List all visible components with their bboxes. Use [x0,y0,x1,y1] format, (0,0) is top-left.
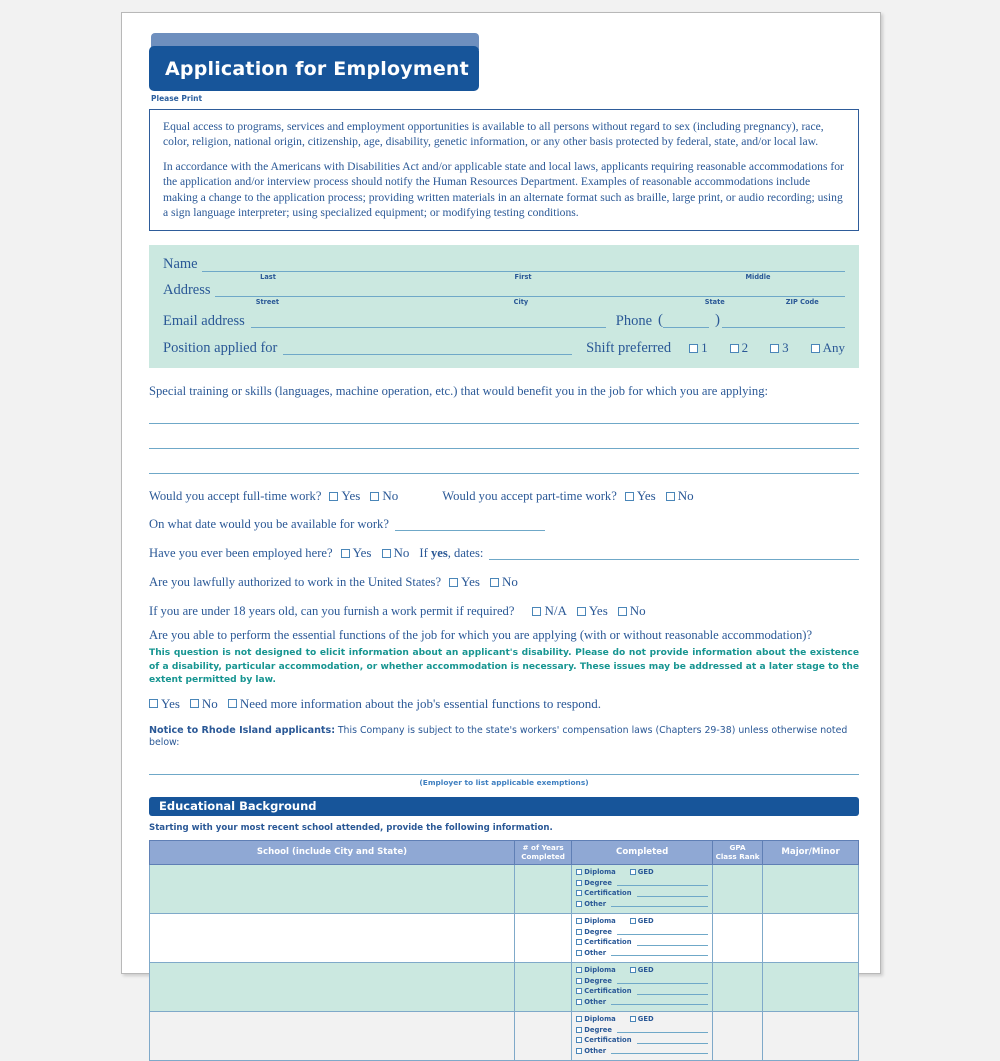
checkbox-icon[interactable] [730,344,739,353]
checkbox-icon[interactable] [576,890,582,896]
years-completed-cell[interactable] [514,1012,571,1061]
checkbox-icon[interactable] [576,988,582,994]
please-print-note: Please Print [151,94,203,103]
checkbox-icon[interactable] [577,607,586,616]
table-row [150,963,859,1012]
special-training-write-in-area [149,423,859,474]
available-date-row [149,517,859,532]
sublabel-zip: ZIP Code [785,298,819,307]
checkbox-icon[interactable] [532,607,541,616]
employed-dates-input[interactable] [489,547,859,560]
part-time-yes[interactable] [625,488,656,504]
work-permit-na[interactable] [532,603,566,619]
completed-option-degree-label: Degree [584,927,612,936]
completed-option-ged[interactable] [630,1015,654,1023]
checkbox-icon[interactable] [618,607,627,616]
email-phone-row [163,313,845,328]
column-header-major: Major/Minor [763,840,859,864]
certification-input[interactable] [637,890,708,897]
gpa-class-rank-cell[interactable] [713,865,763,914]
email-input[interactable] [251,314,606,328]
shift-preferred-label: Shift preferred [586,340,672,357]
sublabel-middle: Middle [745,272,771,281]
completed-option-other[interactable] [576,900,708,908]
essential-functions-no-label: No [201,695,218,711]
checkbox-icon[interactable] [625,492,634,501]
checkbox-icon[interactable] [666,492,675,501]
phone-label: Phone [615,312,652,329]
completed-option-other-label: Other [584,997,607,1006]
shift-option-2[interactable] [730,340,749,356]
major-minor-cell[interactable] [763,1012,859,1061]
education-table-head [150,840,859,864]
checkbox-icon[interactable] [576,880,582,886]
years-completed-cell[interactable] [514,865,571,914]
completed-option-certification-label: Certification [584,1036,632,1045]
checkbox-icon[interactable] [770,344,779,353]
checkbox-icon[interactable] [630,1016,636,1022]
education-table-header-row [150,840,859,864]
completed-option-other[interactable] [576,1047,708,1055]
completed-option-other[interactable] [576,949,708,957]
completed-option-ged[interactable] [630,966,654,974]
name-input[interactable] [202,258,845,272]
shift-options-group [689,340,845,356]
completed-option-ged-label: GED [637,1015,654,1024]
shift-option-3[interactable] [770,340,789,356]
school-cell[interactable] [150,914,515,963]
sublabel-street: Street [255,298,280,307]
checkbox-icon[interactable] [190,699,199,708]
completed-option-degree[interactable] [576,977,708,985]
column-header-years [514,840,571,864]
part-time-yes-label: Yes [636,488,656,504]
education-table [149,840,859,1061]
essential-functions-yes-label: Yes [161,695,180,711]
completed-option-diploma[interactable] [576,868,616,876]
checkbox-icon[interactable] [630,869,636,875]
completed-option-ged-label: GED [637,868,654,877]
column-header-gpa-line1: GPA [729,842,746,852]
checkbox-icon[interactable] [811,344,820,353]
completed-cell [572,865,713,914]
work-permit-na-label: N/A [544,603,567,619]
completed-option-degree[interactable] [576,928,708,936]
disability-disclaimer: This question is not designed to elicit information about an applicant's disability. Please do not provide information about the existence of a disability, particular accommodation, or whether accommodation is necessary. These issues may be addressed at a later stage to the extent permitted by law. [149,648,859,685]
notice-paragraph-1: Equal access to programs, services and employment opportunities is available to all persons without regard to sex (including pregnancy), race, color, religion, national origin, citizenship, age, disability, genetic information, or any other basis protected by federal, state, and/or local law. [163,120,824,149]
certification-input[interactable] [637,939,708,946]
questions-section [149,384,859,787]
school-cell[interactable] [150,865,515,914]
full-time-yes[interactable] [329,488,360,504]
phone-number-input[interactable] [722,314,845,328]
checkbox-icon[interactable] [329,492,338,501]
column-header-school: School (include City and State) [150,840,515,864]
checkbox-icon[interactable] [576,929,582,935]
special-training-line-3[interactable] [149,473,859,474]
address-sublabels [163,298,845,306]
degree-input[interactable] [617,977,708,984]
header-title-bar [149,46,479,91]
completed-option-ged[interactable] [630,868,654,876]
educational-background-header [149,797,859,816]
completed-option-degree-label: Degree [584,976,612,985]
special-training-line-1[interactable] [149,423,859,424]
column-header-years-line1: # of Years [522,842,564,852]
employed-here-row [149,545,859,561]
if-yes-bold: yes [430,545,448,560]
phone-paren-close: ) [715,312,720,329]
completed-option-diploma-label: Diploma [584,966,616,975]
gpa-class-rank-cell[interactable] [713,1012,763,1061]
position-label: Position applied for [163,340,278,357]
special-training-prompt [149,384,859,399]
work-permit-yes[interactable] [577,603,608,619]
gpa-class-rank-cell[interactable] [713,914,763,963]
phone-areacode-input[interactable] [663,314,709,328]
diploma-ged-row [576,1015,708,1023]
checkbox-icon[interactable] [228,699,237,708]
completed-option-certification-label: Certification [584,987,632,996]
major-minor-cell[interactable] [763,963,859,1012]
employed-here-no-label: No [393,545,410,561]
educational-background-instruction: Starting with your most recent school attended, provide the following information. [149,822,553,833]
educational-background-title: Educational Background [159,799,317,814]
diploma-ged-row [576,917,708,925]
years-completed-cell[interactable] [514,963,571,1012]
completed-option-certification-label: Certification [584,938,632,947]
degree-input[interactable] [617,1026,708,1033]
completed-option-degree[interactable] [576,879,708,887]
checkbox-icon[interactable] [576,939,582,945]
checkbox-icon[interactable] [576,901,582,907]
certification-input[interactable] [637,1037,708,1044]
checkbox-icon[interactable] [576,1037,582,1043]
diploma-ged-row [576,966,708,974]
checkbox-icon[interactable] [576,1016,582,1022]
address-label: Address [163,281,211,298]
part-time-no[interactable] [666,488,694,504]
shift-option-3-label: 3 [782,340,789,356]
checkbox-icon[interactable] [576,918,582,924]
essential-functions-answer-row [149,696,859,712]
rhode-island-notice-label: Notice to Rhode Island applicants: [149,724,336,736]
column-header-gpa [713,840,763,864]
work-permit-label: If you are under 18 years old, can you furnish a work permit if required? [149,603,515,618]
years-completed-cell[interactable] [514,914,571,963]
exemptions-caption: (Employer to list applicable exemptions) [419,777,589,787]
essential-functions-yes[interactable] [149,696,180,712]
full-time-label: Would you accept full-time work? [149,488,322,503]
certification-input[interactable] [637,988,708,995]
essential-functions-row [149,628,859,643]
available-date-input[interactable] [395,518,545,531]
educational-background-section [149,797,859,1061]
work-permit-no[interactable] [618,603,646,619]
equal-opportunity-notice [149,109,859,231]
checkbox-icon[interactable] [341,549,350,558]
form-sheet [149,33,859,1061]
work-type-row [149,488,859,504]
essential-functions-label: Are you able to perform the essential functions of the job for which you are applying (with or without reasonable accommodation)? [149,628,813,643]
page-title: Application for Employment [165,57,469,80]
major-minor-cell[interactable] [763,914,859,963]
rhode-island-notice-body: This Company is subject to the state's workers' compensation laws (Chapters 29-38) unless otherwise noted below: [149,724,848,748]
work-authorization-no-label: No [501,574,518,590]
sublabel-state: State [704,298,725,307]
completed-option-other-label: Other [584,899,607,908]
if-yes-dates-label [419,546,483,561]
work-permit-yes-label: Yes [588,603,608,619]
table-row [150,1012,859,1061]
completed-option-certification-label: Certification [584,889,632,898]
other-input[interactable] [611,949,708,956]
column-header-gpa-line2: Class Rank [715,851,760,861]
name-sublabels [163,273,845,281]
diploma-ged-row [576,868,708,876]
shift-option-any-label: Any [822,340,845,356]
sublabel-city: City [513,298,529,307]
full-time-yes-label: Yes [341,488,361,504]
school-cell[interactable] [150,963,515,1012]
checkbox-icon[interactable] [576,950,582,956]
work-authorization-yes-label: Yes [461,574,480,590]
rhode-island-notice [149,724,859,748]
work-authorization-label: Are you lawfully authorized to work in the United States? [149,574,442,589]
completed-option-certification[interactable] [576,938,708,946]
checkbox-icon[interactable] [576,978,582,984]
sublabel-first: First [514,272,532,281]
completed-option-other-label: Other [584,1046,607,1055]
column-header-completed: Completed [572,840,713,864]
table-row [150,865,859,914]
completed-cell [572,914,713,963]
other-input[interactable] [611,998,708,1005]
completed-option-other[interactable] [576,998,708,1006]
completed-option-certification[interactable] [576,889,708,897]
employed-here-yes[interactable] [341,545,372,561]
special-training-label: Special training or skills (languages, machine operation, etc.) that would benefit you in the job for which you are applying: [149,384,769,399]
name-row [163,257,845,272]
checkbox-icon[interactable] [490,578,499,587]
exemptions-input[interactable] [149,774,859,775]
position-shift-row [163,340,845,356]
checkbox-icon[interactable] [576,967,582,973]
shift-option-2-label: 2 [741,340,749,356]
checkbox-icon[interactable] [630,918,636,924]
school-cell[interactable] [150,1012,515,1061]
address-input[interactable] [215,283,845,297]
completed-option-certification[interactable] [576,1036,708,1044]
work-permit-row [149,603,859,619]
application-form-page [121,12,881,1055]
checkbox-icon[interactable] [630,967,636,973]
work-authorization-row [149,574,859,590]
phone-paren-open: ( [658,312,663,329]
checkbox-icon[interactable] [149,699,158,708]
essential-functions-need-info-label: Need more information about the job's essential functions to respond. [239,695,602,711]
other-input[interactable] [611,900,708,907]
completed-option-diploma[interactable] [576,917,616,925]
shift-option-1-label: 1 [701,340,708,356]
personal-information-panel [149,245,859,368]
checkbox-icon[interactable] [689,344,698,353]
employed-here-no[interactable] [382,545,410,561]
column-header-years-line2: Completed [521,851,565,861]
part-time-label: Would you accept part-time work? [442,488,617,503]
checkbox-icon[interactable] [449,578,458,587]
completed-option-diploma-label: Diploma [584,868,616,877]
degree-input[interactable] [617,928,708,935]
position-input[interactable] [283,341,572,355]
available-date-label: On what date would you be available for work? [149,517,389,532]
other-input[interactable] [611,1047,708,1054]
sublabel-last: Last [260,272,276,281]
notice-paragraph-2: In accordance with the Americans with Disabilities Act and/or applicable state and local laws, applicants requiring reasonable accommodations for the application and/or interview process should notify the Human Resources Department. Examples of reasonable accommodations include making a change to the application process; providing written materials in an alternate format such as braille, large print, or audio recording; using a sign language interpreter; using specialized equipment; or modifying testing conditions. [163,159,844,220]
completed-cell [572,1012,713,1061]
part-time-no-label: No [677,488,694,504]
name-label: Name [163,256,198,273]
degree-input[interactable] [617,879,708,886]
completed-option-diploma[interactable] [576,966,616,974]
completed-option-ged-label: GED [637,917,654,926]
checkbox-icon[interactable] [382,549,391,558]
completed-option-degree-label: Degree [584,878,612,887]
work-authorization-yes[interactable] [449,574,480,590]
checkbox-icon[interactable] [576,869,582,875]
employed-here-label: Have you ever been employed here? [149,545,333,560]
major-minor-cell[interactable] [763,865,859,914]
table-row [150,914,859,963]
completed-option-diploma-label: Diploma [584,1015,616,1024]
special-training-line-2[interactable] [149,448,859,449]
checkbox-icon[interactable] [576,1048,582,1054]
shift-option-any[interactable] [811,340,845,356]
work-authorization-no[interactable] [490,574,518,590]
gpa-class-rank-cell[interactable] [713,963,763,1012]
shift-option-1[interactable] [689,340,708,356]
completed-option-diploma-label: Diploma [584,917,616,926]
completed-option-degree[interactable] [576,1026,708,1034]
completed-option-degree-label: Degree [584,1025,612,1034]
if-yes-pre: If [419,545,431,560]
employed-here-yes-label: Yes [352,545,372,561]
completed-option-other-label: Other [584,948,607,957]
completed-option-ged[interactable] [630,917,654,925]
completed-option-certification[interactable] [576,987,708,995]
email-label: Email address [163,312,245,329]
if-yes-post: , dates: [447,545,484,560]
essential-functions-need-info[interactable] [228,696,601,712]
form-header [149,33,859,103]
completed-cell [572,963,713,1012]
completed-option-ged-label: GED [637,966,654,975]
address-row [163,283,845,298]
education-table-body [150,865,859,1061]
full-time-no[interactable] [370,488,398,504]
essential-functions-no[interactable] [190,696,218,712]
checkbox-icon[interactable] [576,999,582,1005]
work-permit-no-label: No [629,603,646,619]
completed-option-diploma[interactable] [576,1015,616,1023]
checkbox-icon[interactable] [576,1027,582,1033]
checkbox-icon[interactable] [370,492,379,501]
full-time-no-label: No [382,488,399,504]
